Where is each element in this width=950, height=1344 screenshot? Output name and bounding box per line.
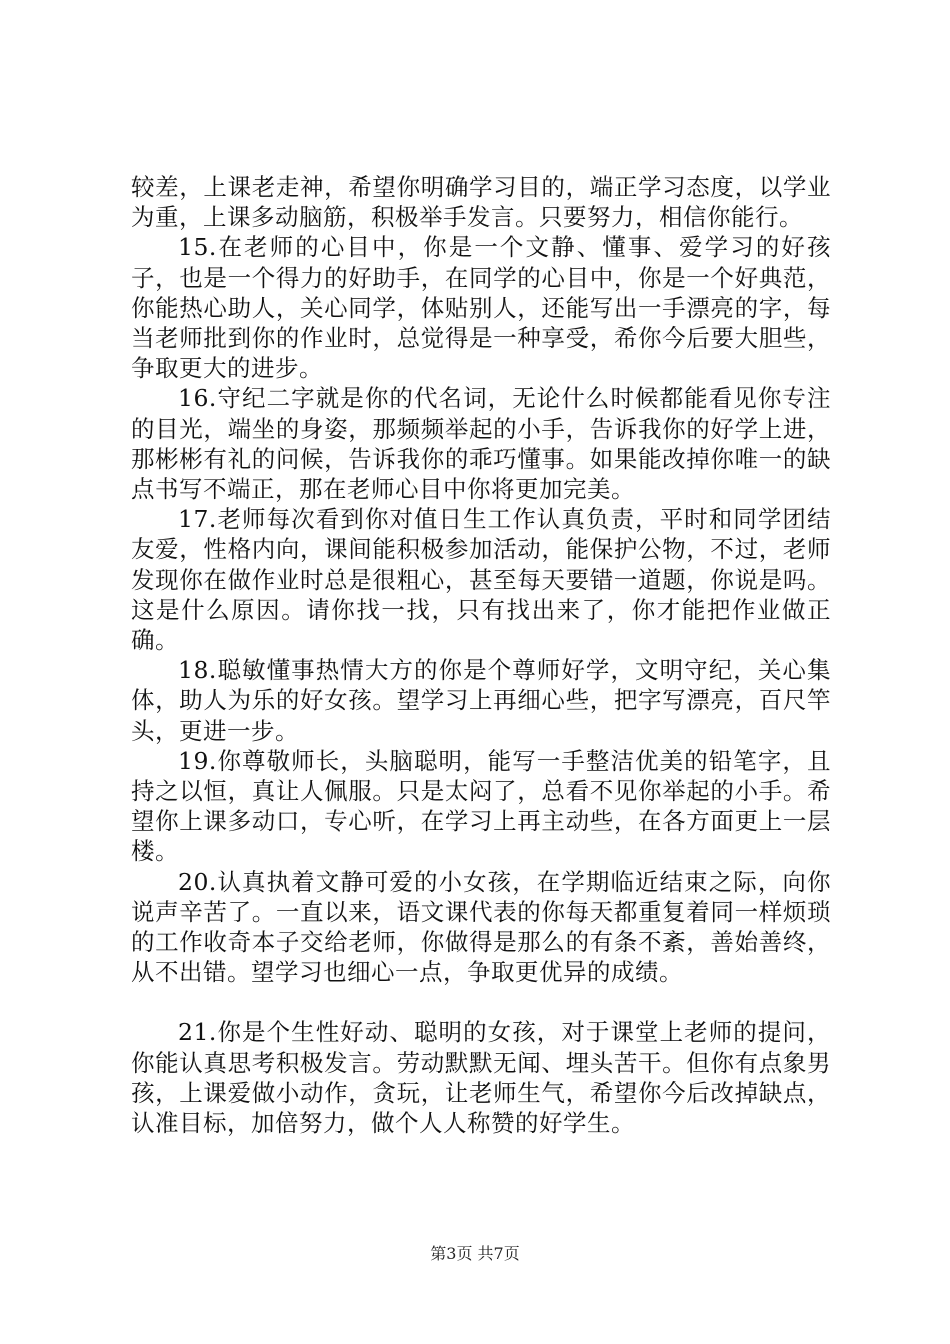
paragraph-21: 21.你是个生性好动、聪明的女孩，对于课堂上老师的提问，你能认真思考积极发言。劳动默默无闻、埋头苦干。但你有点象男孩，上课爱做小动作，贪玩，让老师生气，希望你今后改掉缺点，认准目标，加倍努力，做个人人称赞的好学生。	[131, 1018, 831, 1138]
paragraph-16: 16.守纪二字就是你的代名词，无论什么时候都能看见你专注的目光，端坐的身姿，那频频举起的小手，告诉我你的好学上进，那彬彬有礼的问候，告诉我你的乖巧懂事。如果能改掉你唯一的缺点书写不端正，那在老师心目中你将更加完美。	[131, 384, 831, 504]
paragraph-gap	[131, 987, 831, 1017]
paragraph-20: 20.认真执着文静可爱的小女孩，在学期临近结束之际，向你说声辛苦了。一直以来，语文课代表的你每天都重复着同一样烦琐的工作收奇本子交给老师，你做得是那么的有条不紊，善始善终，从不出错。望学习也细心一点，争取更优异的成绩。	[131, 867, 831, 987]
paragraph-17: 17.老师每次看到你对值日生工作认真负责，平时和同学团结友爱，性格内向，课间能积极参加活动，能保护公物，不过，老师发现你在做作业时总是很粗心，甚至每天要错一道题，你说是吗。这是什么原因。请你找一找，只有找出来了，你才能把作业做正确。	[131, 505, 831, 655]
paragraph-14-continued: 较差，上课老走神，希望你明确学习目的，端正学习态度，以学业为重，上课多动脑筋，积极举手发言。只要努力，相信你能行。	[131, 173, 831, 232]
paragraph-15: 15.在老师的心目中，你是一个文静、懂事、爱学习的好孩子，也是一个得力的好助手，在同学的心目中，你是一个好典范，你能热心助人，关心同学，体贴别人，还能写出一手漂亮的字，每当老师批到你的作业时，总觉得是一种享受，希你今后要大胆些，争取更大的进步。	[131, 233, 831, 383]
paragraph-19: 19.你尊敬师长，头脑聪明，能写一手整洁优美的铅笔字，且持之以恒，真让人佩服。只是太闷了，总看不见你举起的小手。希望你上课多动口，专心听，在学习上再主动些，在各方面更上一层楼。	[131, 746, 831, 866]
document-body	[131, 172, 831, 1138]
page-number-footer: 第3页 共7页	[430, 1244, 520, 1263]
paragraph-18: 18.聪敏懂事热情大方的你是个尊师好学，文明守纪，关心集体，助人为乐的好女孩。望学习上再细心些，把字写漂亮，百尺竿头，更进一步。	[131, 656, 831, 745]
